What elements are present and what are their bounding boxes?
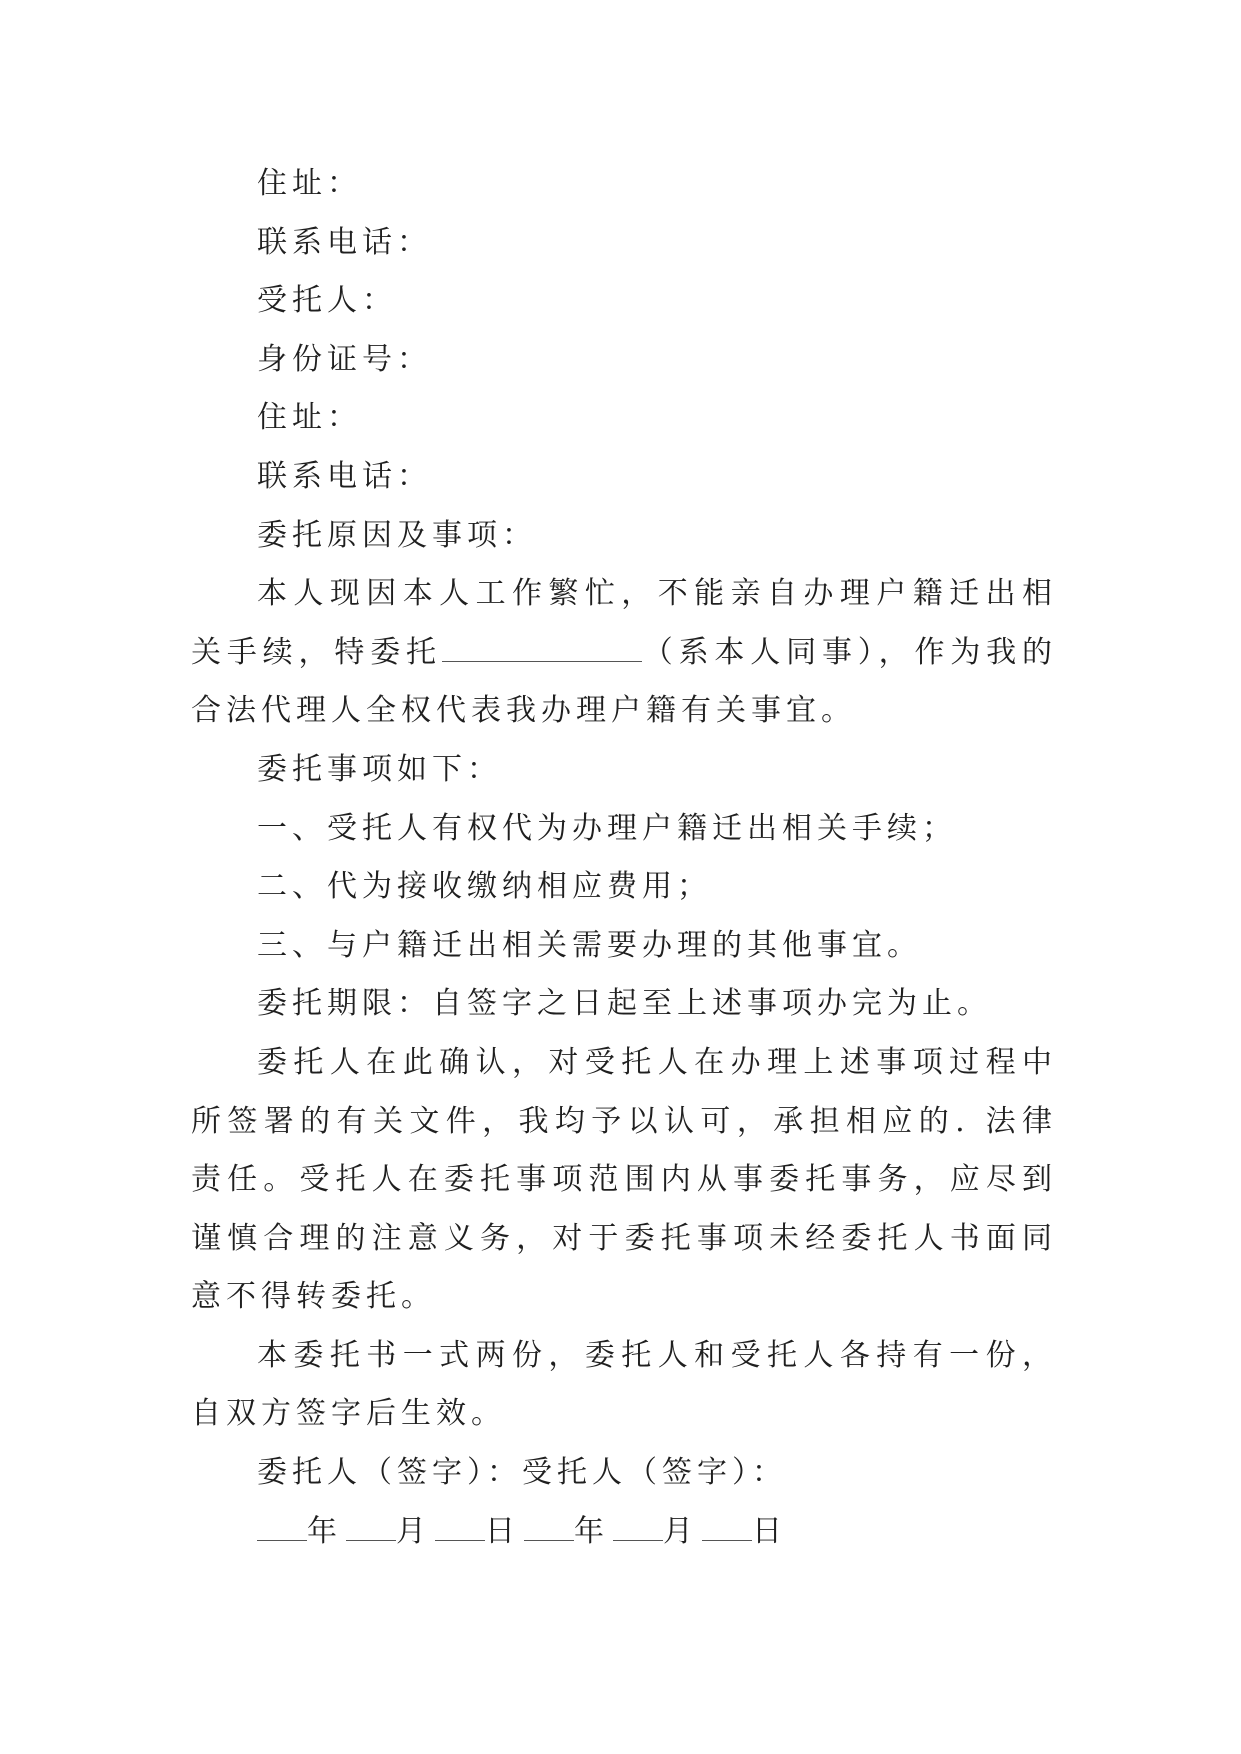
agent-month-unit: 月 [663,1513,698,1549]
agent-label: 受托人： [257,283,397,319]
agent-id-label: 身份证号： [257,341,432,377]
principal-year-blank [257,1514,307,1541]
principal-day-unit: 日 [485,1513,520,1549]
agent-name-blank [442,635,642,662]
date-line [191,1503,1057,1562]
matters-heading: 委托事项如下： [257,751,502,787]
period-line: 委托期限：自签字之日起至上述事项办完为止。 [257,986,992,1022]
agent-address-label: 住址： [257,400,362,436]
principal-month-unit: 月 [396,1513,431,1549]
agent-day-unit: 日 [752,1513,787,1549]
principal-address-label: 住址： [257,166,362,201]
reason-heading: 委托原因及事项： [257,517,537,553]
reason-paragraph [191,565,1057,741]
copies-paragraph: 本委托书一式两份，委托人和受托人各持有一份，自双方签字后生效。 [191,1337,1057,1432]
signature-line: 委托人（签字）：受托人（签字）： [257,1455,787,1491]
reason-text-before: 本人现因本人工作繁忙，不能亲自办理户籍迁出相关手续，特委托 [191,576,1057,670]
matter-item-2: 二、代为接收缴纳相应费用； [257,869,712,905]
reason-text-after: （系本人同事），作为我的合法代理人全权代表我办理户籍有关事宜。 [191,634,1058,729]
document-body [191,155,1057,1561]
agent-day-blank [702,1514,752,1541]
principal-day-blank [435,1514,485,1541]
matter-item-1: 一、受托人有权代为办理户籍迁出相关手续； [257,810,957,846]
agent-year-unit: 年 [574,1513,609,1549]
confirmation-paragraph: 委托人在此确认，对受托人在办理上述事项过程中所签署的有关文件，我均予以认可，承担相应的. 法律责任。受托人在委托事项范围内从事委托事务，应尽到谨慎合理的注意义务，对于委托事项未经委托人书面同意不得转委托。 [191,1044,1057,1315]
principal-phone-label: 联系电话： [257,224,432,260]
agent-year-blank [524,1514,574,1541]
agent-month-blank [613,1514,663,1541]
principal-year-unit: 年 [307,1513,342,1549]
principal-month-blank [346,1514,396,1541]
agent-phone-label: 联系电话： [257,458,432,494]
matter-item-3: 三、与户籍迁出相关需要办理的其他事宜。 [257,927,922,963]
